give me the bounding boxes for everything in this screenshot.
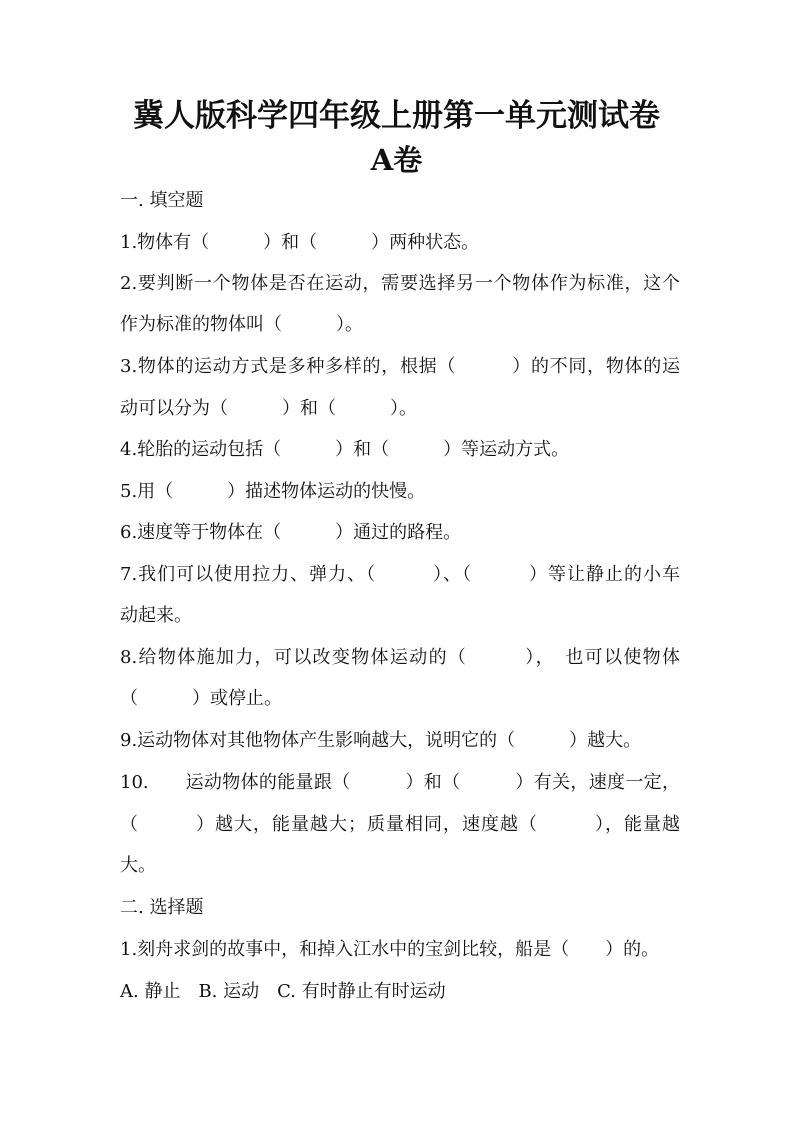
question-line: （ ）越大，能量越大；质量相同，速度越（ ），能量越 [120, 814, 680, 835]
page-title: 冀人版科学四年级上册第一单元测试卷 [133, 98, 660, 134]
question-line: 动起来。 [120, 605, 192, 626]
question-line: 1.物体有（ ）和（ ）两种状态。 [120, 232, 480, 253]
section-heading-fill-in: 一. 填空题 [120, 190, 204, 211]
question-line: 大。 [120, 855, 156, 876]
question-line: 3.物体的运动方式是多种多样的，根据（ ）的不同，物体的运 [120, 356, 680, 377]
question-line: 9.运动物体对其他物体产生影响越大，说明它的（ ）越大。 [120, 730, 642, 751]
question-line: 5.用（ ）描述物体运动的快慢。 [120, 481, 426, 502]
question-line: 6.速度等于物体在（ ）通过的路程。 [120, 522, 462, 543]
section-heading-multiple-choice: 二. 选择题 [120, 897, 204, 918]
page-subtitle: A卷 [370, 143, 423, 177]
question-line: 动可以分为（ ）和（ ）。 [120, 398, 417, 419]
question-line: 10. 运动物体的能量跟（ ）和（ ）有关，速度一定， [120, 772, 680, 793]
question-line: 作为标准的物体叫（ ）。 [120, 314, 363, 335]
question-line: 4.轮胎的运动包括（ ）和（ ）等运动方式。 [120, 439, 570, 460]
answer-options: A. 静止 B. 运动 C. 有时静止有时运动 [120, 981, 446, 1002]
question-line: 2.要判断一个物体是否在运动，需要选择另一个物体作为标准，这个 [120, 273, 680, 294]
question-line: 7.我们可以使用拉力、弹力、（ ）、（ ）等让静止的小车 [120, 564, 680, 585]
question-line: 8.给物体施加力，可以改变物体运动的（ ）， 也可以使物体 [120, 647, 680, 668]
question-line: 1.刻舟求剑的故事中，和掉入江水中的宝剑比较，船是（ ）的。 [120, 939, 660, 960]
question-line: （ ）或停止。 [120, 688, 282, 709]
